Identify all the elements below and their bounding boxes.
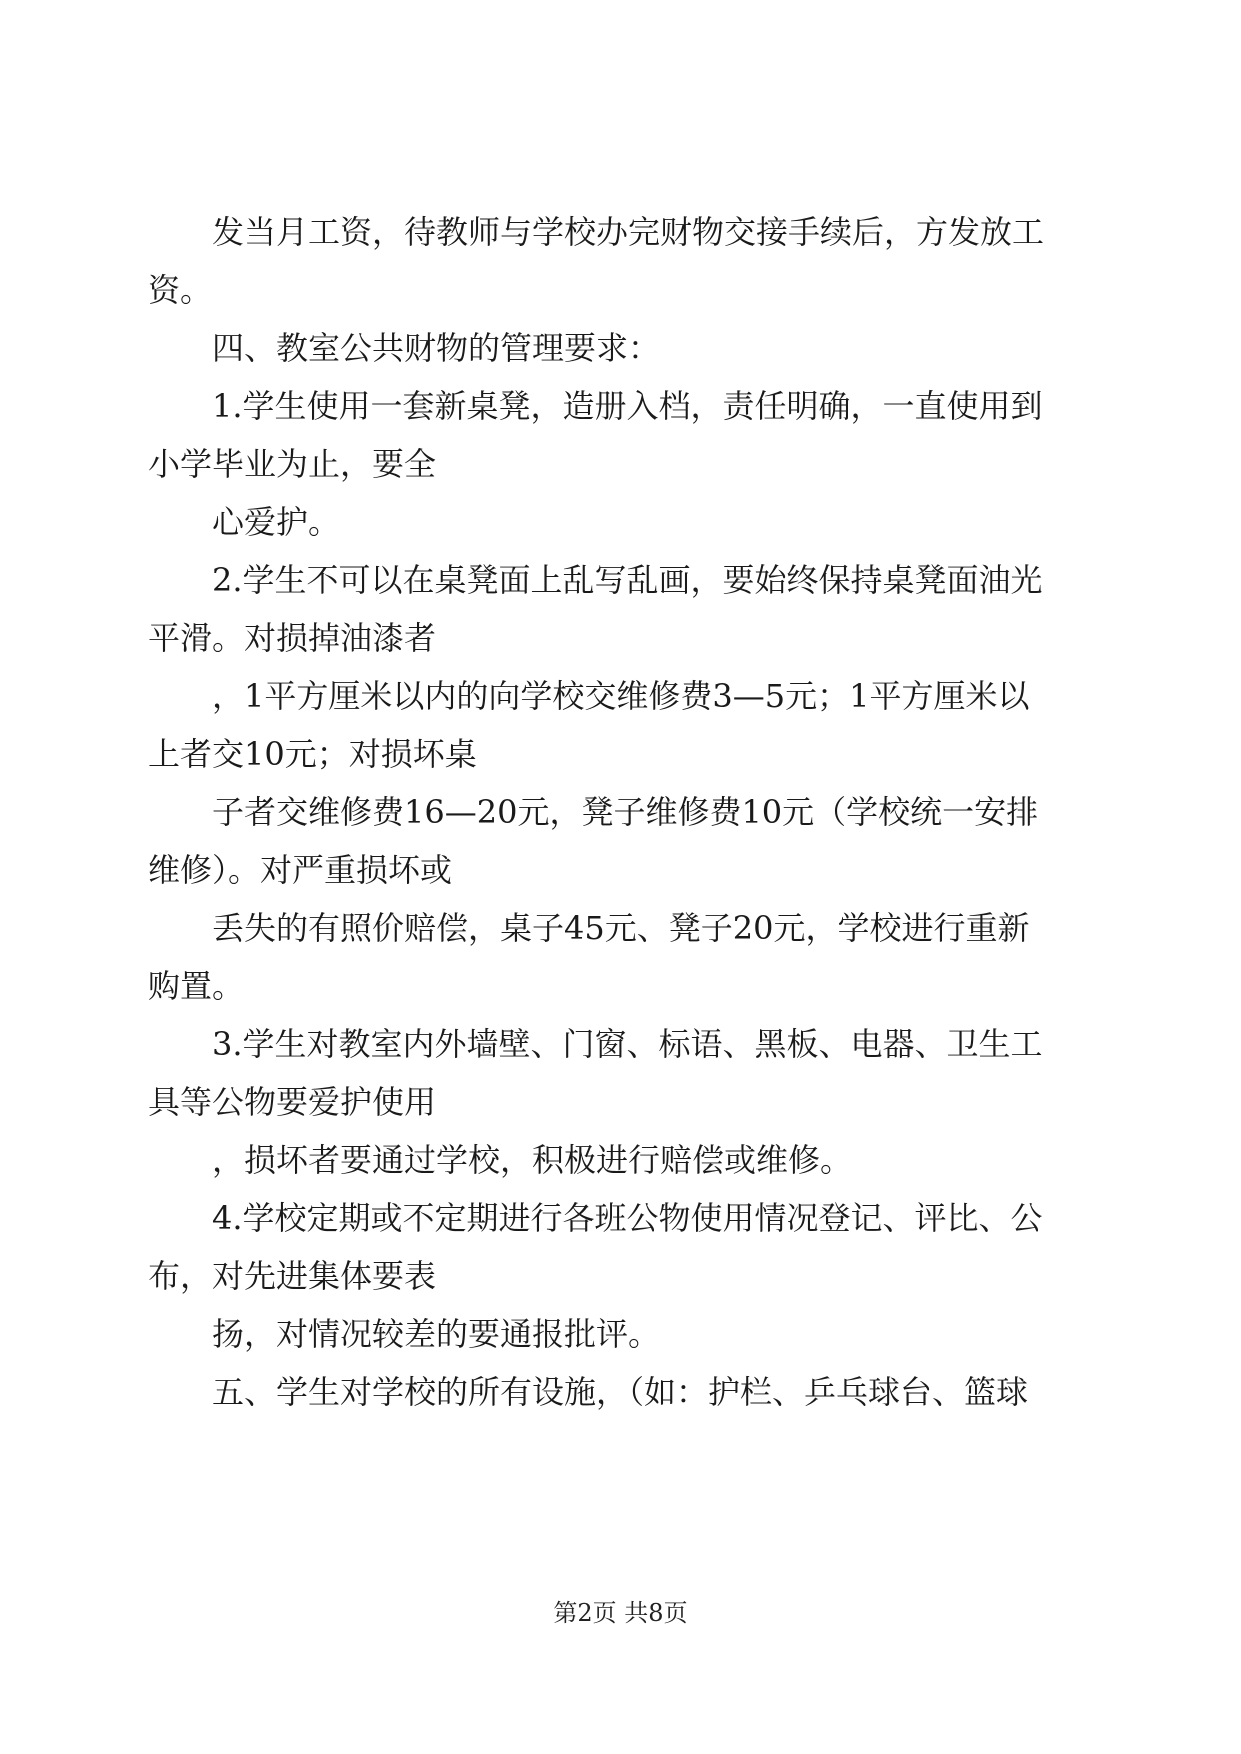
paragraph-line: 具等公物要爱护使用 xyxy=(148,1083,437,1121)
paragraph-line: 3.学生对教室内外墙壁、门窗、标语、黑板、电器、卫生工 xyxy=(212,1025,1043,1063)
paragraph-line: 布，对先进集体要表 xyxy=(148,1257,437,1295)
paragraph-line: 4.学校定期或不定期进行各班公物使用情况登记、评比、公 xyxy=(212,1199,1043,1237)
paragraph-line: 小学毕业为止，要全 xyxy=(148,445,437,483)
paragraph-line: 发当月工资，待教师与学校办完财物交接手续后，方发放工 xyxy=(212,213,1045,251)
paragraph-line: 购置。 xyxy=(148,967,245,1005)
paragraph-line: 资。 xyxy=(148,271,213,309)
paragraph-line: 2.学生不可以在桌凳面上乱写乱画，要始终保持桌凳面油光 xyxy=(212,561,1043,599)
paragraph-line: 丢失的有照价赔偿，桌子45元、凳子20元，学校进行重新 xyxy=(212,909,1030,947)
paragraph-line: 扬，对情况较差的要通报批评。 xyxy=(212,1315,661,1353)
paragraph-line: 子者交维修费16—20元，凳子维修费10元（学校统一安排 xyxy=(212,793,1039,831)
paragraph-line: 1.学生使用一套新桌凳，造册入档，责任明确，一直使用到 xyxy=(212,387,1043,425)
paragraph-line: ，损坏者要通过学校，积极进行赔偿或维修。 xyxy=(212,1141,853,1179)
paragraph-line: 维修）。对严重损坏或 xyxy=(148,851,453,889)
paragraph-line: 上者交10元；对损坏桌 xyxy=(148,735,477,773)
paragraph-line: 平滑。对损掉油漆者 xyxy=(148,619,437,657)
paragraph-line: ，1平方厘米以内的向学校交维修费3—5元；1平方厘米以 xyxy=(212,677,1030,715)
page-number-footer: 第2页 共8页 xyxy=(553,1599,688,1627)
paragraph-line: 心爱护。 xyxy=(212,503,341,541)
section-heading: 四、教室公共财物的管理要求： xyxy=(212,329,661,367)
paragraph-line: 五、学生对学校的所有设施，（如：护栏、乒乓球台、篮球 xyxy=(212,1373,1029,1411)
